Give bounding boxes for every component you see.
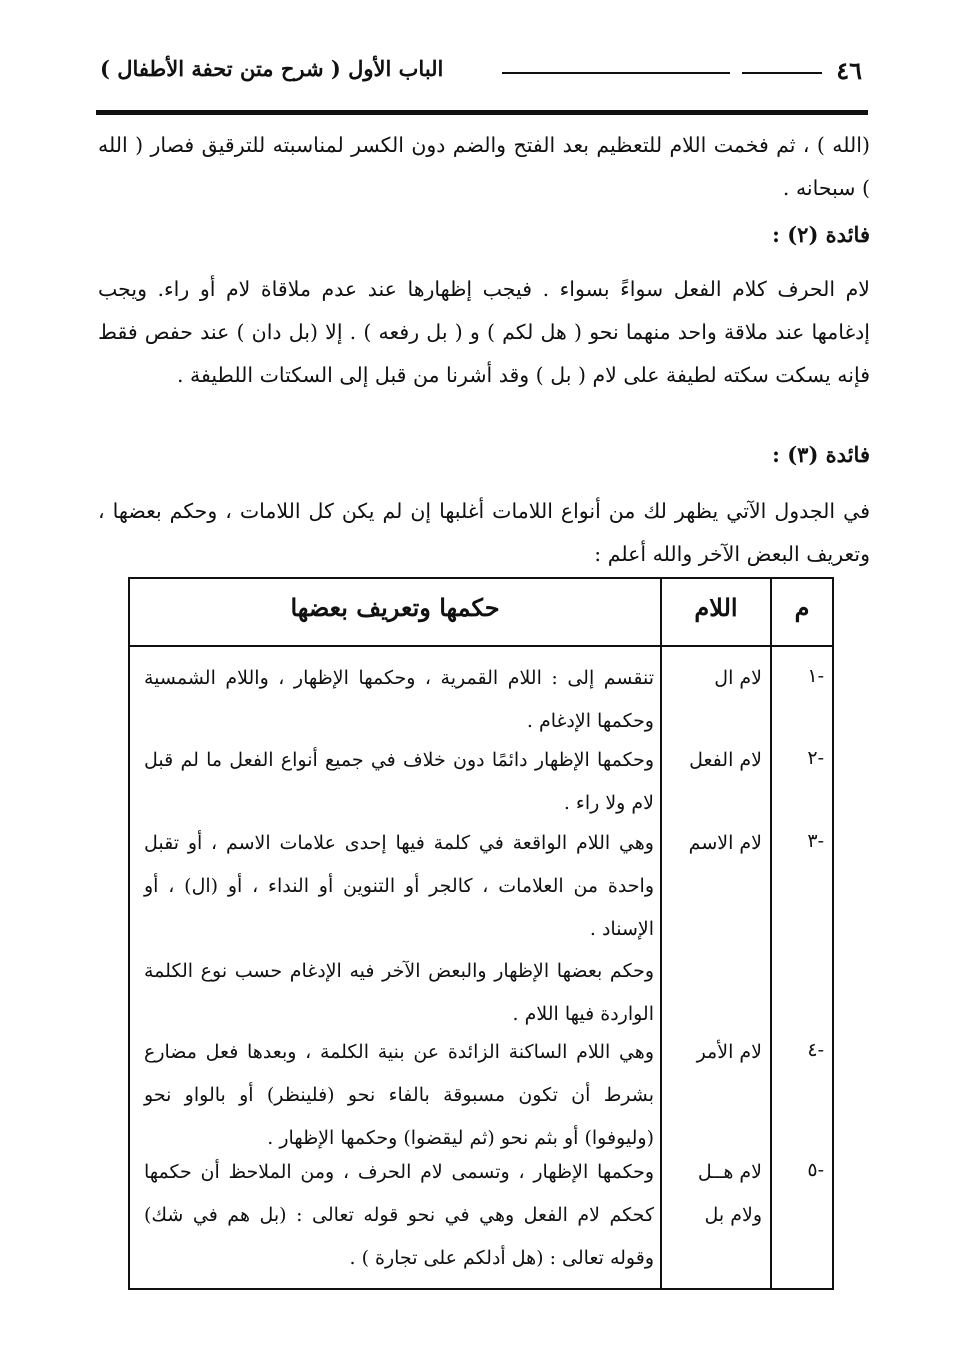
row-rule: تنقسم إلى : اللام القمرية ، وحكمها الإظهار ، واللام الشمسية وحكمها الإدغام . [144, 667, 654, 732]
row-lam: لام الاسم [688, 832, 762, 854]
table-header-row [130, 579, 832, 647]
row-lam: لام ال [714, 667, 762, 689]
column-divider-num [770, 579, 772, 1288]
row-rule-extra: وحكم بعضها الإظهار والبعض الآخر فيه الإدغام حسب نوع الكلمة الواردة فيها اللام . [144, 960, 654, 1025]
row-number: -١ [807, 665, 824, 687]
row-lam: لام الفعل [689, 749, 762, 771]
row-rule: وحكمها الإظهار ، وتسمى لام الحرف ، ومن الملاحظ أن حكمها كحكم لام الفعل وهي في نحو قوله تعالى : (بل هم في شك) وقوله تعالى : (هل أدلكم على تجارة ) . [144, 1161, 654, 1269]
running-title: الباب الأول ( شرح متن تحفة الأطفال ) [100, 56, 444, 81]
row-number: -٢ [807, 747, 824, 769]
row-rule: وحكمها الإظهار دائمًا دون خلاف في جميع أنواع الفعل ما لم قبل لام ولا راء . [144, 749, 654, 814]
row-rule: وهي اللام الساكنة الزائدة عن بنية الكلمة ، وبعدها فعل مضارع بشرط أن تكون مسبوقة بالفاء نحو (فلينظر) أو بالواو نحو (وليوفوا) أو بثم نحو (ثم ليقضوا) وحكمها الإظهار . [144, 1041, 655, 1149]
row-number: -٣ [807, 830, 824, 852]
heading-faida-3: فائدة (٣) : [772, 442, 870, 467]
header-num: م [794, 593, 810, 622]
paragraph-1: (الله ) ، ثم فخمت اللام للتعظيم بعد الفتح والضم دون الكسر لمناسبته للترقيق فصار ( الله ) سبحانه . [98, 133, 870, 200]
lam-types-table [128, 577, 834, 1290]
page-header [92, 52, 870, 92]
row-number: -٤ [807, 1039, 824, 1061]
header-rule [96, 110, 868, 115]
row-lam: لام الأمر [696, 1041, 762, 1063]
page-number: ٤٦ [836, 56, 862, 85]
paragraph-2: لام الحرف كلام الفعل سواءً بسواء . فيجب إظهارها عند عدم ملاقاة لام أو راء. ويجب إدغامها عند ملاقة واحد منهما نحو ( هل لكم ) و ( بل رفعه ) . إلا (بل دان ) عند حفص فقط فإنه يسكت سكته لطيفة على لام ( بل ) وقد أشرنا من قبل إلى السكتات اللطيفة . [98, 277, 870, 387]
row-rule: وهي اللام الواقعة في كلمة فيها إحدى علامات الاسم ، أو تقبل واحدة من العلامات ، كالجر أو التنوين أو النداء ، أو (ال) ، أو الإسناد . [144, 832, 654, 940]
header-dash-2 [502, 72, 730, 74]
paragraph-3: في الجدول الآتي يظهر لك من أنواع اللامات أغلبها إن لم يكن كل اللامات ، وحكم بعضها ، وتعريف البعض الآخر والله أعلم : [98, 499, 870, 566]
heading-faida-2: فائدة (٢) : [772, 222, 870, 247]
header-lam: اللام [694, 593, 738, 622]
row-number: -٥ [807, 1159, 824, 1181]
row-lam: لام هــل ولام بل [697, 1161, 762, 1226]
header-dash [742, 72, 822, 74]
header-rule-text: حكمها وتعريف بعضها [290, 593, 500, 622]
